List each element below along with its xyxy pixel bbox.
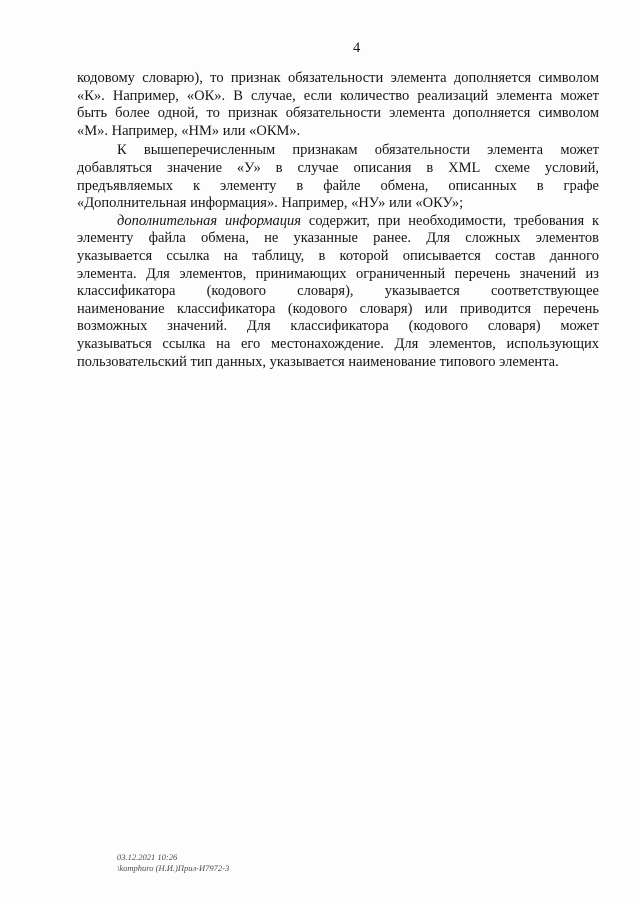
text-line: К вышеперечисленным признакам обязательности элемента может <box>117 142 599 159</box>
page-number: 4 <box>353 40 361 56</box>
text-line: наименование классификатора (кодового словаря) или приводится перечень <box>77 300 599 317</box>
text-fragment: содержит, при необходимости, требования к <box>301 212 599 229</box>
text-line: пользовательский тип данных, указывается наименование типового элемента. <box>77 353 559 370</box>
term-italic: дополнительная информация <box>117 212 302 229</box>
text-line: указывается ссылка на таблицу, в которой описывается состав данного <box>77 247 599 264</box>
print-footer <box>117 852 229 874</box>
text-line: предъявляемых к элементу в файле обмена, описанных в графе <box>77 177 599 194</box>
text-line: элементу файла обмена, не указанные ранее. Для сложных элементов <box>77 230 599 247</box>
text-line: элемента. Для элементов, принимающих ограниченный перечень значений из <box>77 265 599 282</box>
text-line: классификатора (кодового словаря), указывается соответствующее <box>77 283 599 300</box>
document-body <box>77 70 599 371</box>
paragraph <box>77 213 599 371</box>
text-line: добавляться значение «У» в случае описания в XML схеме условий, <box>77 159 599 176</box>
text-line: «К». Например, «ОК». В случае, если количество реализаций элемента может <box>77 87 599 104</box>
text-line: «М». Например, «НМ» или «ОКМ». <box>77 122 301 139</box>
text-line: быть более одной, то признак обязательности элемента дополняется символом <box>77 105 599 122</box>
print-timestamp: 03.12.2021 10:26 <box>117 852 178 862</box>
text-line: «Дополнительная информация». Например, «НУ» или «ОКУ»; <box>77 195 464 212</box>
file-path: \komphuro (Н.И.)Прил-И7972-3 <box>117 863 230 873</box>
paragraph <box>77 70 599 140</box>
text-line: возможных значений. Для классификатора (кодового словаря) может <box>77 318 599 335</box>
text-line <box>77 213 599 231</box>
text-line: указываться ссылка на его местонахождение. Для элементов, использующих <box>77 335 599 352</box>
paragraph <box>77 142 599 212</box>
text-line: кодовому словарю), то признак обязательности элемента дополняется символом <box>77 70 599 86</box>
